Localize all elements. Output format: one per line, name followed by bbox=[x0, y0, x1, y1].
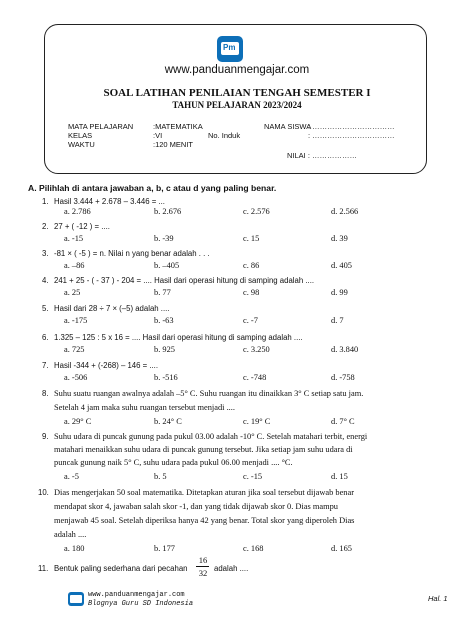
question-text: Bentuk paling sederhana dari pecahan bbox=[54, 564, 188, 573]
option-b: b. -516 bbox=[154, 373, 178, 382]
question-text: Hasil -344 + (-268) – 146 = .... bbox=[54, 361, 159, 370]
option-d: d. 39 bbox=[331, 234, 348, 243]
question-number: 3. bbox=[42, 249, 49, 258]
panduan-logo-icon: Pm bbox=[217, 36, 243, 62]
option-a: a. 725 bbox=[64, 345, 85, 354]
fraction-bar bbox=[196, 566, 209, 567]
option-a: a. -15 bbox=[64, 234, 84, 243]
question-text-line1: Dias mengerjakan 50 soal matematika. Ditetapkan aturan jika soal tersebut dijawab benar bbox=[54, 488, 354, 497]
question-number: 10. bbox=[38, 488, 49, 497]
option-d: d. -758 bbox=[331, 373, 355, 382]
mata-value: :MATEMATIKA bbox=[153, 122, 203, 131]
question-number: 2. bbox=[42, 222, 49, 231]
option-d: d. 7° C bbox=[331, 417, 355, 426]
option-c: c. 2.576 bbox=[243, 207, 270, 216]
waktu-value: :120 MENIT bbox=[153, 140, 194, 149]
question-number: 8. bbox=[42, 389, 49, 398]
option-c: c. -748 bbox=[243, 373, 267, 382]
question-number: 11. bbox=[38, 564, 49, 573]
option-d: d. 7 bbox=[331, 316, 344, 325]
option-b: b. 925 bbox=[154, 345, 175, 354]
question-text: 241 + 25 - ( - 37 ) - 204 = .... Hasil dari operasi hitung di samping adalah .... bbox=[54, 276, 315, 285]
page-subtitle: TAHUN PELAJARAN 2023/2024 bbox=[172, 100, 302, 110]
option-a: a. –86 bbox=[64, 261, 85, 270]
option-d: d. 2.566 bbox=[331, 207, 359, 216]
nilai-label: NILAI : bbox=[287, 151, 310, 160]
question-text-line2: mendapat skor 4, jawaban salah skor -1, dan yang tidak dijawab skor 0. Dias mampu bbox=[54, 502, 338, 511]
nama-label: NAMA SISWA bbox=[264, 122, 312, 131]
option-a: a. 29° C bbox=[64, 417, 92, 426]
question-tail: adalah .... bbox=[214, 564, 249, 573]
question-number: 5. bbox=[42, 304, 49, 313]
nilai-value: ……………… bbox=[312, 151, 357, 160]
option-d: d. 165 bbox=[331, 544, 352, 553]
option-d: d. 405 bbox=[331, 261, 352, 270]
option-c: c. 19° C bbox=[243, 417, 271, 426]
kelas-value: :VI bbox=[153, 131, 163, 140]
option-a: a. 2.786 bbox=[64, 207, 91, 216]
fraction-denominator: 32 bbox=[198, 568, 208, 578]
option-a: a. -5 bbox=[64, 472, 79, 481]
option-b: b. 24° C bbox=[154, 417, 182, 426]
question-text: Hasil 3.444 + 2.678 – 3.446 = ... bbox=[54, 197, 165, 206]
question-text-line3: menjawab 45 soal. Setelah diperiksa hanya 42 yang benar. Total skor yang diperoleh Dias bbox=[54, 516, 355, 525]
header-url: www.panduanmengajar.com bbox=[164, 64, 310, 76]
question-number: 9. bbox=[42, 432, 49, 441]
footer-logo-icon bbox=[68, 592, 84, 606]
option-c: c. 98 bbox=[243, 288, 260, 297]
option-c: c. 168 bbox=[243, 544, 264, 553]
option-c: c. -15 bbox=[243, 472, 263, 481]
page-title: SOAL LATIHAN PENILAIAN TENGAH SEMESTER I bbox=[103, 87, 371, 99]
mata-label: MATA PELAJARAN bbox=[68, 122, 134, 131]
option-a: a. 25 bbox=[64, 288, 81, 297]
question-number: 4. bbox=[42, 276, 49, 285]
question-text: 27 + ( -12 ) = .... bbox=[54, 222, 110, 231]
option-a: a. -506 bbox=[64, 373, 88, 382]
option-b: b. -39 bbox=[154, 234, 174, 243]
option-b: b. –405 bbox=[154, 261, 180, 270]
section-a-heading: A. Pilihlah di antara jawaban a, b, c atau d yang paling benar. bbox=[28, 183, 277, 193]
footer-tagline: Blognya Guru SD Indonesia bbox=[88, 600, 194, 608]
option-b: b. 77 bbox=[154, 288, 171, 297]
question-text-line1: Suhu udara di puncak gunung pada pukul 03.00 adalah -10° C. Setelah matahari terbit, energi bbox=[54, 432, 368, 441]
option-b: b. 177 bbox=[154, 544, 175, 553]
induk-label: No. Induk bbox=[208, 131, 241, 140]
footer-url: www.panduanmengajar.com bbox=[88, 591, 185, 599]
option-b: b. 2.676 bbox=[154, 207, 182, 216]
option-d: d. 99 bbox=[331, 288, 348, 297]
question-text-line2: Setelah 4 jam maka suhu ruangan tersebut menjadi .... bbox=[54, 403, 235, 412]
option-a: a. 180 bbox=[64, 544, 85, 553]
question-text-line2: matahari menaikkan suhu udara di puncak gunung tersebut. Jika setiap jam suhu udara di bbox=[54, 445, 353, 454]
question-text: 1.325 – 125 : 5 x 16 = .... Hasil dari operasi hitung di samping adalah .... bbox=[54, 333, 303, 342]
waktu-label: WAKTU bbox=[68, 140, 95, 149]
option-d: d. 3.840 bbox=[331, 345, 359, 354]
nama-value: : …………………………… bbox=[308, 122, 395, 131]
option-c: c. -7 bbox=[243, 316, 258, 325]
question-number: 7. bbox=[42, 361, 49, 370]
question-number: 6. bbox=[42, 333, 49, 342]
question-number: 1. bbox=[42, 197, 49, 206]
question-text: Hasil dari 28 ÷ 7 × (–5) adalah .... bbox=[54, 304, 170, 313]
option-c: c. 86 bbox=[243, 261, 260, 270]
question-text-line1: Suhu suatu ruangan awalnya adalah –5° C. Suhu ruangan itu dinaikkan 3° C setiap satu jam. bbox=[54, 389, 364, 398]
option-c: c. 3.250 bbox=[243, 345, 270, 354]
question-text: -81 × ( -5 ) = n. Nilai n yang benar adalah . . . bbox=[54, 249, 210, 258]
question-text-line3: puncak gunung naik 5° C, suhu udara pada pukul 06.00 menjadi .... °C. bbox=[54, 458, 293, 467]
option-b: b. 5 bbox=[154, 472, 167, 481]
induk-value: : …………………………… bbox=[308, 131, 395, 140]
fraction-numerator: 16 bbox=[198, 555, 208, 565]
kelas-label: KELAS bbox=[68, 131, 93, 140]
page-number: Hal. 1 bbox=[428, 594, 448, 603]
question-text-line4: adalah .... bbox=[54, 530, 87, 539]
option-a: a. -175 bbox=[64, 316, 88, 325]
option-d: d. 15 bbox=[331, 472, 348, 481]
option-c: c. 15 bbox=[243, 234, 260, 243]
option-b: b. -63 bbox=[154, 316, 174, 325]
